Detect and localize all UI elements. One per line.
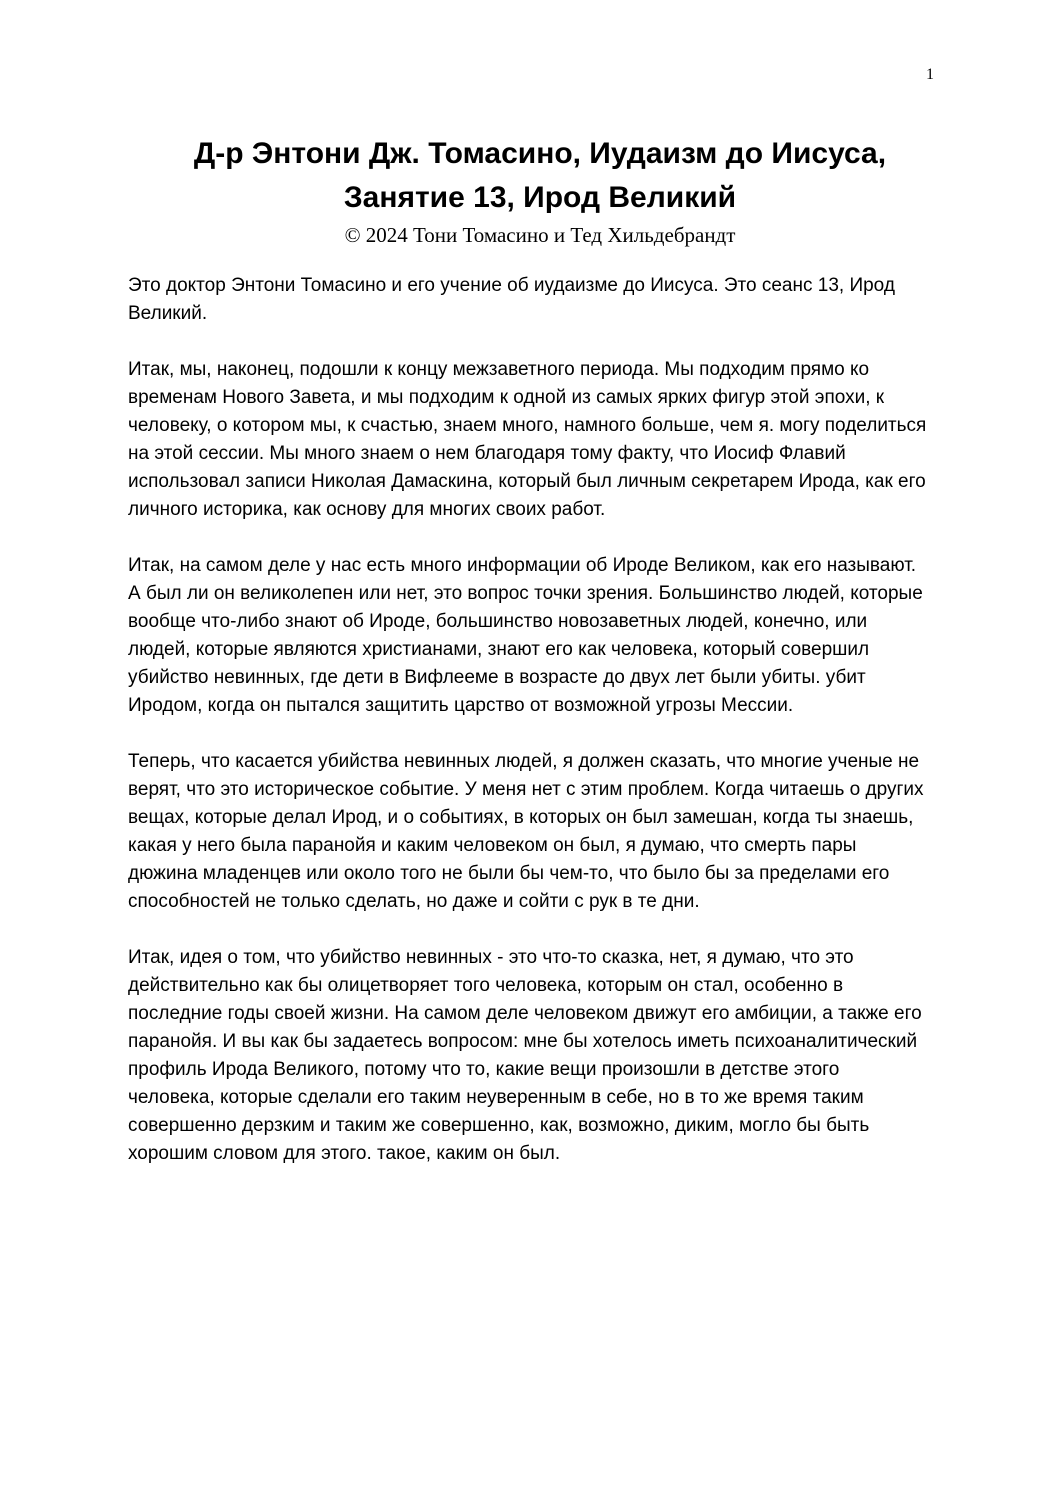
paragraph: Теперь, что касается убийства невинных людей, я должен сказать, что многие ученые не верят, что это историческое событие. У меня нет с этим проблем. Когда читаешь о других вещах, которые делал Ирод, и о событиях, в которых он был замешан, когда ты знаешь, какая у него была паранойя и каким человеком он был, я думаю, что смерть пары дюжина младенцев или около того не были бы чем-то, что было бы за пределами его способностей не только сделать, но даже и сойти с рук в те дни. [128, 751, 924, 912]
copyright-line: © 2024 Тони Томасино и Тед Хильдебрандт [344, 223, 736, 247]
paragraph: Итак, идея о том, что убийство невинных - это что-то сказка, нет, я думаю, что это действительно как бы олицетворяет того человека, которым он стал, особенно в последние годы своей жизни. На самом деле человеком движут его амбиции, а также его паранойя. И вы как бы задаетесь вопросом: мне бы хотелось иметь психоаналитический профиль Ирода Великого, потому что то, какие вещи произошли в детстве этого человека, которые сделали его таким неуверенным в себе, но в то же время таким совершенно дерзким и таким же совершенно, как, возможно, диким, могло бы быть хорошим словом для этого. такое, каким он был. [128, 947, 922, 1164]
paragraph: Это доктор Энтони Томасино и его учение об иудаизме до Иисуса. Это сеанс 13, Ирод Великий. [128, 275, 895, 324]
title-line-2: Занятие 13, Ирод Великий [343, 181, 737, 214]
document-body [128, 272, 928, 1196]
paragraph: Итак, на самом деле у нас есть много информации об Ироде Великом, как его называют. А был ли он великолепен или нет, это вопрос точки зрения. Большинство людей, которые вообще что-либо знают об Ироде, большинство новозаветных людей, конечно, или людей, которые являются христианами, знают его как человека, который совершил убийство невинных, где дети в Вифлееме в возрасте до двух лет были убиты. убит Иродом, когда он пытался защитить царство от возможной угрозы Мессии. [128, 555, 923, 716]
page-number: 1 [926, 66, 934, 83]
document-title [110, 132, 970, 220]
title-line-1: Д-р Энтони Дж. Томасино, Иудаизм до Иисуса, [193, 137, 887, 170]
paragraph: Итак, мы, наконец, подошли к концу межзаветного периода. Мы подходим прямо ко временам Нового Завета, и мы подходим к одной из самых ярких фигур этой эпохи, к человеку, о котором мы, к счастью, знаем много, намного больше, чем я. могу поделиться на этой сессии. Мы много знаем о нем благодаря тому факту, что Иосиф Флавий использовал записи Николая Дамаскина, который был личным секретарем Ирода, как его личного историка, как основу для многих своих работ. [128, 359, 927, 520]
